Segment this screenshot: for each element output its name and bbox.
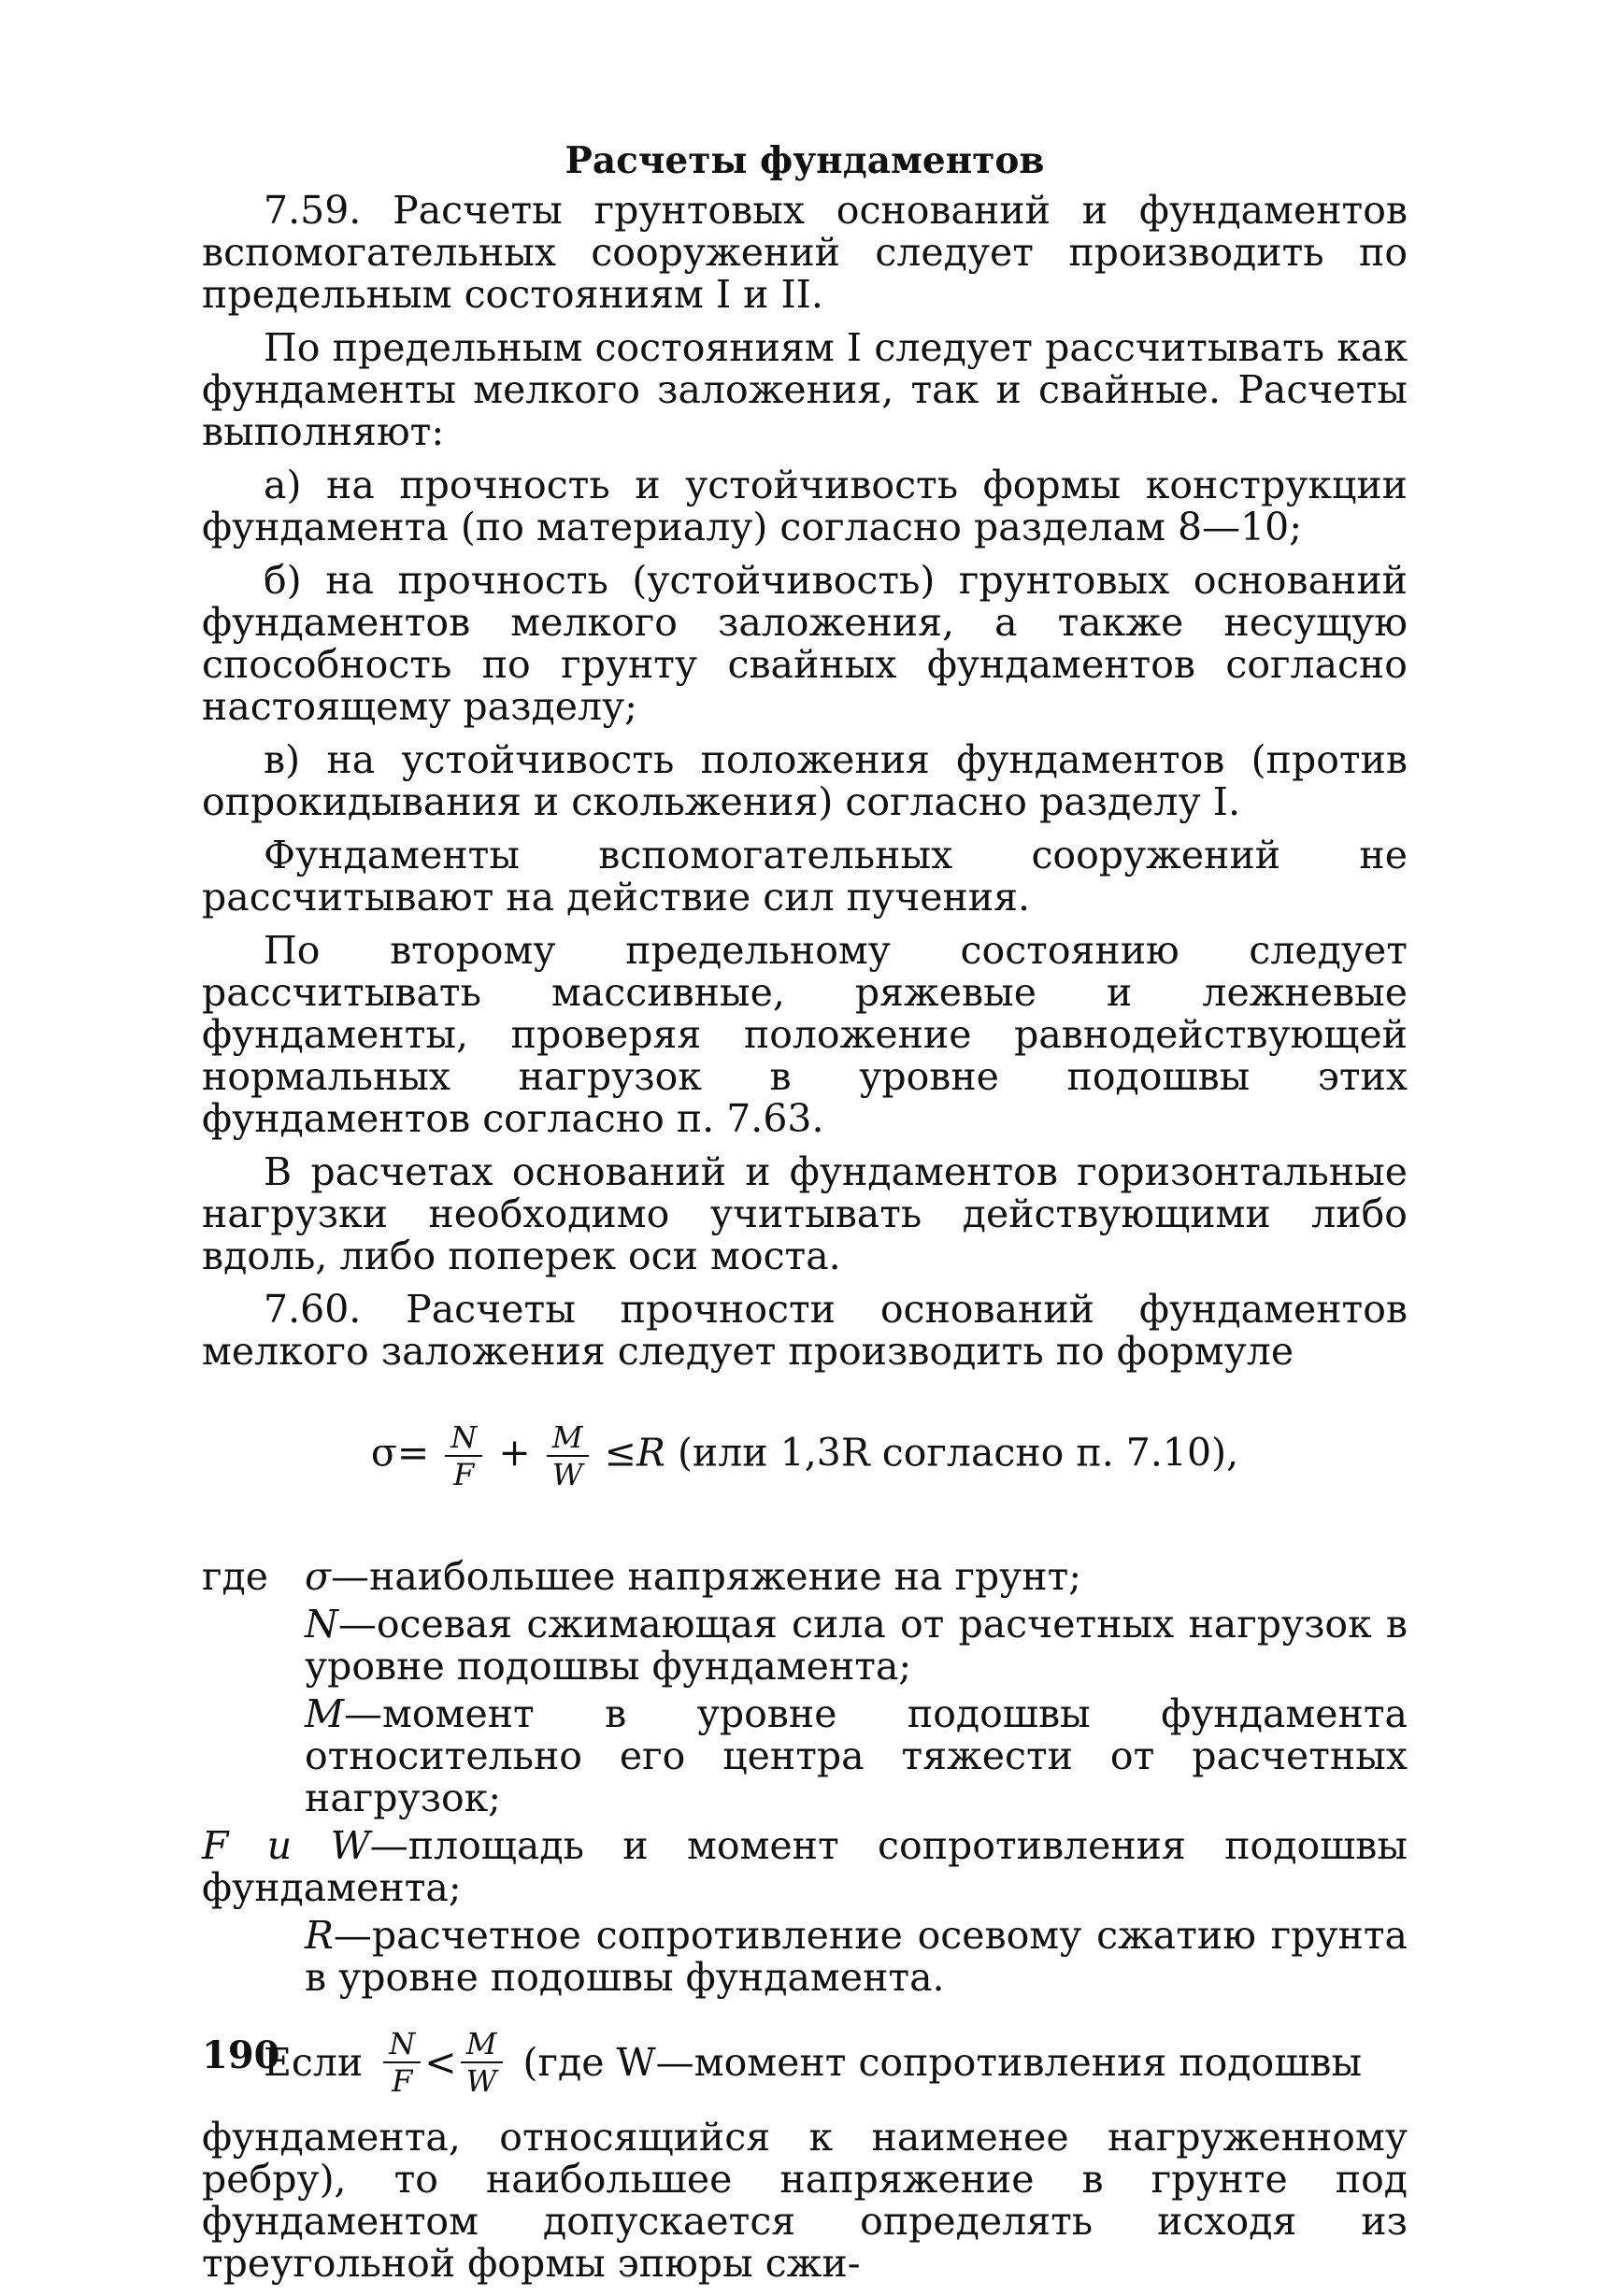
if-lead: Если <box>264 2039 364 2085</box>
definition-symbol: σ <box>305 1554 331 1599</box>
list-item-a: а) на прочность и устойчивость формы конструкции фундамента (по материалу) согласно разделам 8—10; <box>202 463 1408 549</box>
paragraph-horizontal-loads: В расчетах оснований и фундаментов горизонтальные нагрузки необходимо учитывать действующими либо вдоль, либо поперек оси моста. <box>202 1149 1408 1278</box>
condition-less-than: < <box>424 2039 457 2085</box>
definition-text: —осевая сжимающая сила от расчетных нагрузок в уровне подошвы фундамента; <box>305 1602 1408 1689</box>
fraction-numerator-n: N <box>383 2026 421 2063</box>
definitions-lead: где <box>202 1554 268 1599</box>
paragraph-triangular-diagram: фундамента, относящийся к наименее нагруженному ребру), то наибольшее напряжение в грунте под фундаментом допускается определять исходя из треугольной формы эпюры сжи- <box>202 2115 1408 2286</box>
fraction-numerator-m: M <box>547 1419 589 1457</box>
formula-plus: + <box>498 1430 531 1476</box>
definition-row <box>202 1556 1408 1598</box>
formula-expression <box>371 1419 1238 1492</box>
fraction-denominator-f: F <box>453 1457 475 1492</box>
definition-symbol: F и W <box>202 1823 370 1868</box>
section-heading: Расчеты фундаментов <box>565 139 1045 182</box>
if-clause-rest: (где W—момент сопротивления подошвы <box>522 2039 1363 2085</box>
paragraph-limit-state-1: По предельным состояниям I следует рассчитывать как фундаменты мелкого заложения, так и свайные. Расчеты выполняют: <box>202 325 1408 454</box>
definition-symbol: M <box>305 1691 344 1736</box>
paragraph-7-59: 7.59. Расчеты грунтовых оснований и фундаментов вспомогательных сооружений следует производить по предельным состояниям I и II. <box>202 188 1408 317</box>
paragraph-7-60: 7.60. Расчеты прочности оснований фундаментов мелкого заложения следует производить по формуле <box>202 1287 1408 1374</box>
fraction-n-over-f-condition <box>383 2026 421 2099</box>
fraction-m-over-w <box>547 1419 589 1492</box>
formula-r: R <box>636 1430 665 1476</box>
definition-row <box>202 1825 1408 1909</box>
if-condition-line <box>202 2014 1408 2111</box>
definition-text: —расчетное сопротивление осевому сжатию грунта в уровне подошвы фундамента. <box>305 1913 1408 2000</box>
definition-row <box>202 1915 1408 1999</box>
fraction-denominator-f: F <box>392 2063 413 2099</box>
fraction-denominator-w: W <box>465 2063 497 2099</box>
list-item-c: в) на устойчивость положения фундаментов (против опрокидывания и скольжения) согласно разделу I. <box>202 737 1408 824</box>
list-item-b: б) на прочность (устойчивость) грунтовых оснований фундаментов мелкого заложения, а также несущую способность по грунту свайных фундаментов согласно настоящему разделу; <box>202 558 1408 729</box>
definition-row <box>202 1604 1408 1688</box>
fraction-numerator-m: M <box>461 2026 503 2063</box>
definition-symbol: N <box>305 1602 338 1647</box>
definition-symbol: R <box>305 1913 334 1958</box>
definition-row <box>202 1693 1408 1819</box>
fraction-denominator-w: W <box>551 1457 583 1492</box>
page-content <box>202 140 1408 2296</box>
formula-stress <box>202 1419 1408 1513</box>
fraction-numerator-n: N <box>445 1419 482 1457</box>
formula-leq: ≤ <box>604 1430 637 1476</box>
page-number: 190 <box>202 2033 280 2077</box>
paragraph-heaving: Фундаменты вспомогательных сооружений не рассчитывают на действие сил пучения. <box>202 833 1408 920</box>
fraction-n-over-f <box>445 1419 482 1492</box>
formula-note: (или 1,3R согласно п. 7.10), <box>677 1430 1239 1476</box>
definitions-list <box>202 1556 1408 1999</box>
definition-text: —момент в уровне подошвы фундамента относительно его центра тяжести от расчетных нагрузок; <box>305 1691 1408 1820</box>
formula-sigma: σ= <box>370 1430 430 1476</box>
paragraph-limit-state-2: По второму предельному состоянию следует рассчитывать массивные, ряжевые и лежневые фундаменты, проверяя положение равнодействующей нормальных нагрузок в уровне подошвы этих фундаментов согласно п. 7.63. <box>202 928 1408 1141</box>
fraction-m-over-w-condition <box>461 2026 503 2099</box>
definition-text: —площадь и момент сопротивления подошвы фундамента; <box>202 1823 1408 1910</box>
definition-text: —наибольшее напряжение на грунт; <box>331 1554 1082 1599</box>
